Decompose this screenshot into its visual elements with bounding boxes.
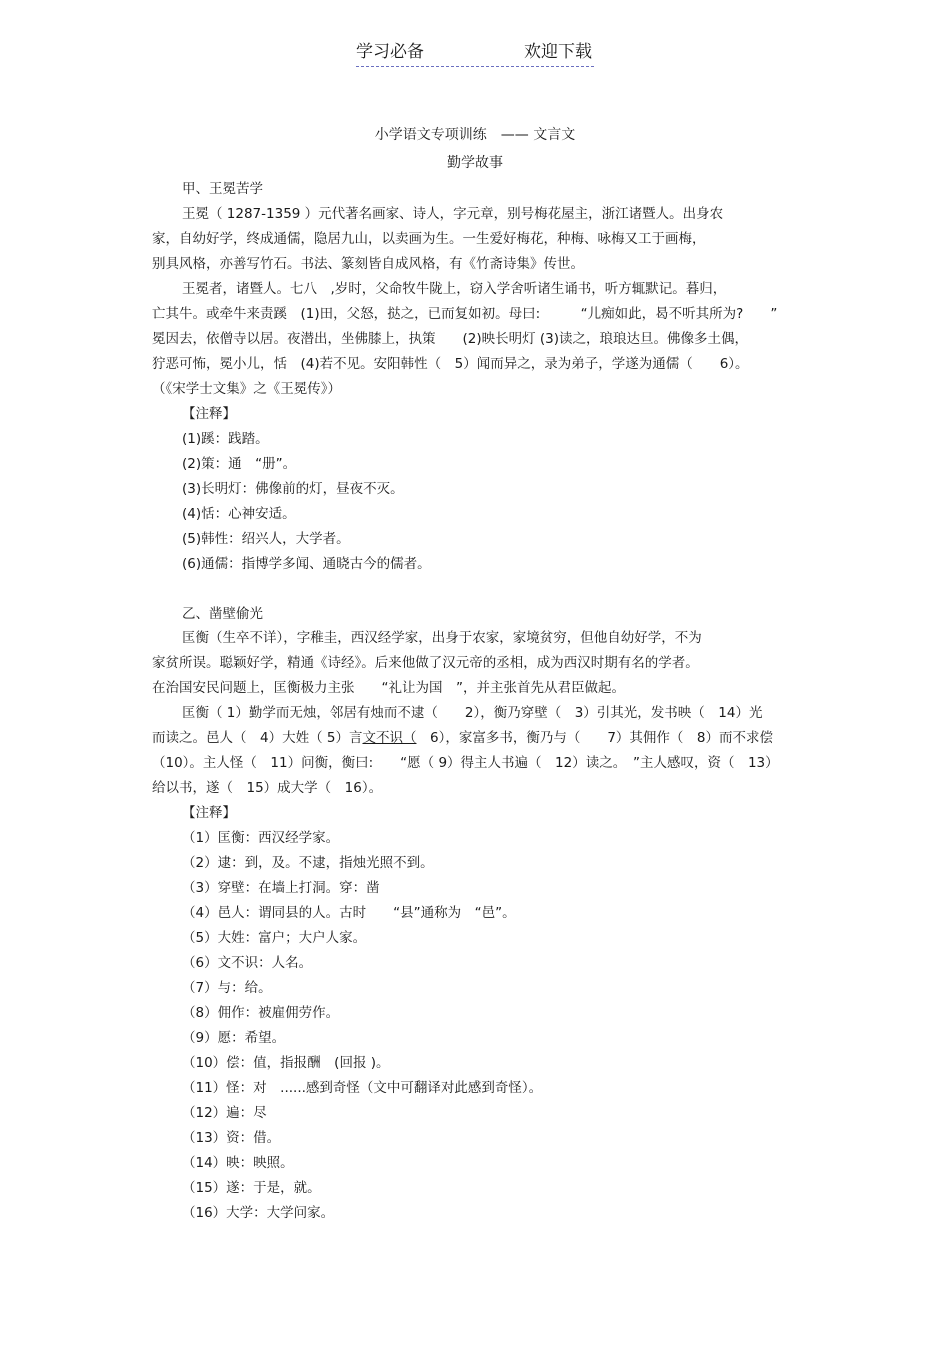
yi-note: （9）愿：希望。 — [182, 1030, 286, 1046]
yi-text-line — [152, 728, 773, 748]
section-jia-heading: 甲、王冕苦学 — [182, 181, 263, 197]
yi-note: （5）大姓：富户；大户人家。 — [182, 930, 367, 946]
jia-text-line: 亡其牛。或牵牛来责蹊 (1)田，父怒，挞之，已而复如初。母曰: “儿痴如此，曷不听其所为? ” — [152, 306, 778, 322]
header-left-text: 学习必备 — [356, 42, 424, 62]
yi-intro-line: 匡衡（生卒不详），字稚圭，西汉经学家，出身于农家，家境贫穷，但他自幼好学，不为 — [182, 630, 702, 646]
yi-intro-line: 家贫所误。聪颖好学，精通《诗经》。后来他做了汉元帝的丞相，成为西汉时期有名的学者。 — [152, 655, 699, 671]
yi-text-part: 6），家富多书，衡乃与（ 7）其佣作（ 8）而不求偿 — [416, 730, 774, 746]
yi-note: （13）资：借。 — [182, 1130, 281, 1146]
yi-text-part: 而读之。邑人（ 4）大姓（ 5）言 — [152, 730, 363, 746]
yi-note: （2）逮：到，及。不逮，指烛光照不到。 — [182, 855, 434, 871]
jia-intro-line: 家，自幼好学，终成通儒，隐居九山，以卖画为生。一生爱好梅花，种梅、咏梅又工于画梅， — [152, 231, 706, 247]
yi-text-line: 给以书，遂（ 15）成大学（ 16）。 — [152, 780, 383, 796]
jia-note: (1)蹊：践踏。 — [182, 431, 269, 447]
section-yi-heading: 乙、凿壁偷光 — [182, 606, 263, 622]
jia-text-line: 王冕者，诸暨人。七八 ,岁时，父命牧牛陇上，窃入学舍听诸生诵书，听方辄默记。暮归， — [182, 281, 727, 297]
yi-intro-line: 在治国安民问题上，匡衡极力主张 “礼让为国 ”，并主张首先从君臣做起。 — [152, 680, 625, 696]
document-title: 小学语文专项训练 —— 文言文 — [374, 127, 576, 143]
yi-text-underlined: 文不识（ — [362, 730, 417, 746]
jia-note: (3)长明灯：佛像前的灯，昼夜不灭。 — [182, 481, 404, 497]
jia-notes-heading: 【注释】 — [182, 406, 236, 422]
page-header — [356, 40, 594, 67]
jia-note: (6)通儒：指博学多闻、通晓古今的儒者。 — [182, 556, 431, 572]
jia-text-line: 狞恶可怖，冕小儿，恬 (4)若不见。安阳韩性（ 5）闻而异之，录为弟子，学遂为通儒（ 6）。 — [152, 356, 749, 372]
jia-intro-line: 王冕（ 1287-1359 ）元代著名画家、诗人，字元章，别号梅花屋主，浙江诸暨人。出身农 — [182, 206, 724, 222]
jia-note: (2)策：通 “册”。 — [182, 456, 297, 472]
yi-note: （15）遂：于是，就。 — [182, 1180, 321, 1196]
yi-text-line: （10）。主人怪（ 11）问衡，衡曰: “愿（ 9）得主人书遍（ 12）读之。 ”主人感叹，资（ 13） — [152, 755, 779, 771]
yi-note: （1）匡衡：西汉经学家。 — [182, 830, 340, 846]
jia-note: (5)韩性：绍兴人，大学者。 — [182, 531, 350, 547]
yi-note: （4）邑人：谓同县的人。古时 “县”通称为 “邑”。 — [182, 905, 516, 921]
yi-notes-heading: 【注释】 — [182, 805, 236, 821]
yi-note: （3）穿壁：在墙上打洞。穿：凿 — [182, 880, 380, 896]
yi-note: （12）遍：尽 — [182, 1105, 267, 1121]
yi-note: （7）与：给。 — [182, 980, 272, 996]
yi-note: （8）佣作：被雇佣劳作。 — [182, 1005, 340, 1021]
yi-note: （14）映：映照。 — [182, 1155, 294, 1171]
yi-note: （11）怪：对 ......感到奇怪（文中可翻译对此感到奇怪）。 — [182, 1080, 543, 1096]
document-subtitle: 勤学故事 — [447, 155, 503, 171]
jia-intro-line: 别具风格，亦善写竹石。书法、篆刻皆自成风格，有《竹斋诗集》传世。 — [152, 256, 584, 272]
yi-text-line: 匡衡（ 1）勤学而无烛，邻居有烛而不逮（ 2），衡乃穿壁（ 3）引其光，发书映（ 14）光 — [182, 705, 763, 721]
yi-note: （10）偿：值，指报酬 (回报 )。 — [182, 1055, 390, 1071]
jia-text-source: （《宋学士文集》之《王冕传》） — [152, 381, 341, 397]
jia-text-line: 冕因去，依僧寺以居。夜潜出，坐佛膝上，执策 (2)映长明灯 (3)读之，琅琅达旦。佛像多土偶， — [152, 331, 749, 347]
yi-note: （6）文不识：人名。 — [182, 955, 313, 971]
jia-note: (4)恬：心神安适。 — [182, 506, 296, 522]
header-right-text: 欢迎下载 — [524, 42, 592, 62]
yi-note: （16）大学：大学问家。 — [182, 1205, 335, 1221]
